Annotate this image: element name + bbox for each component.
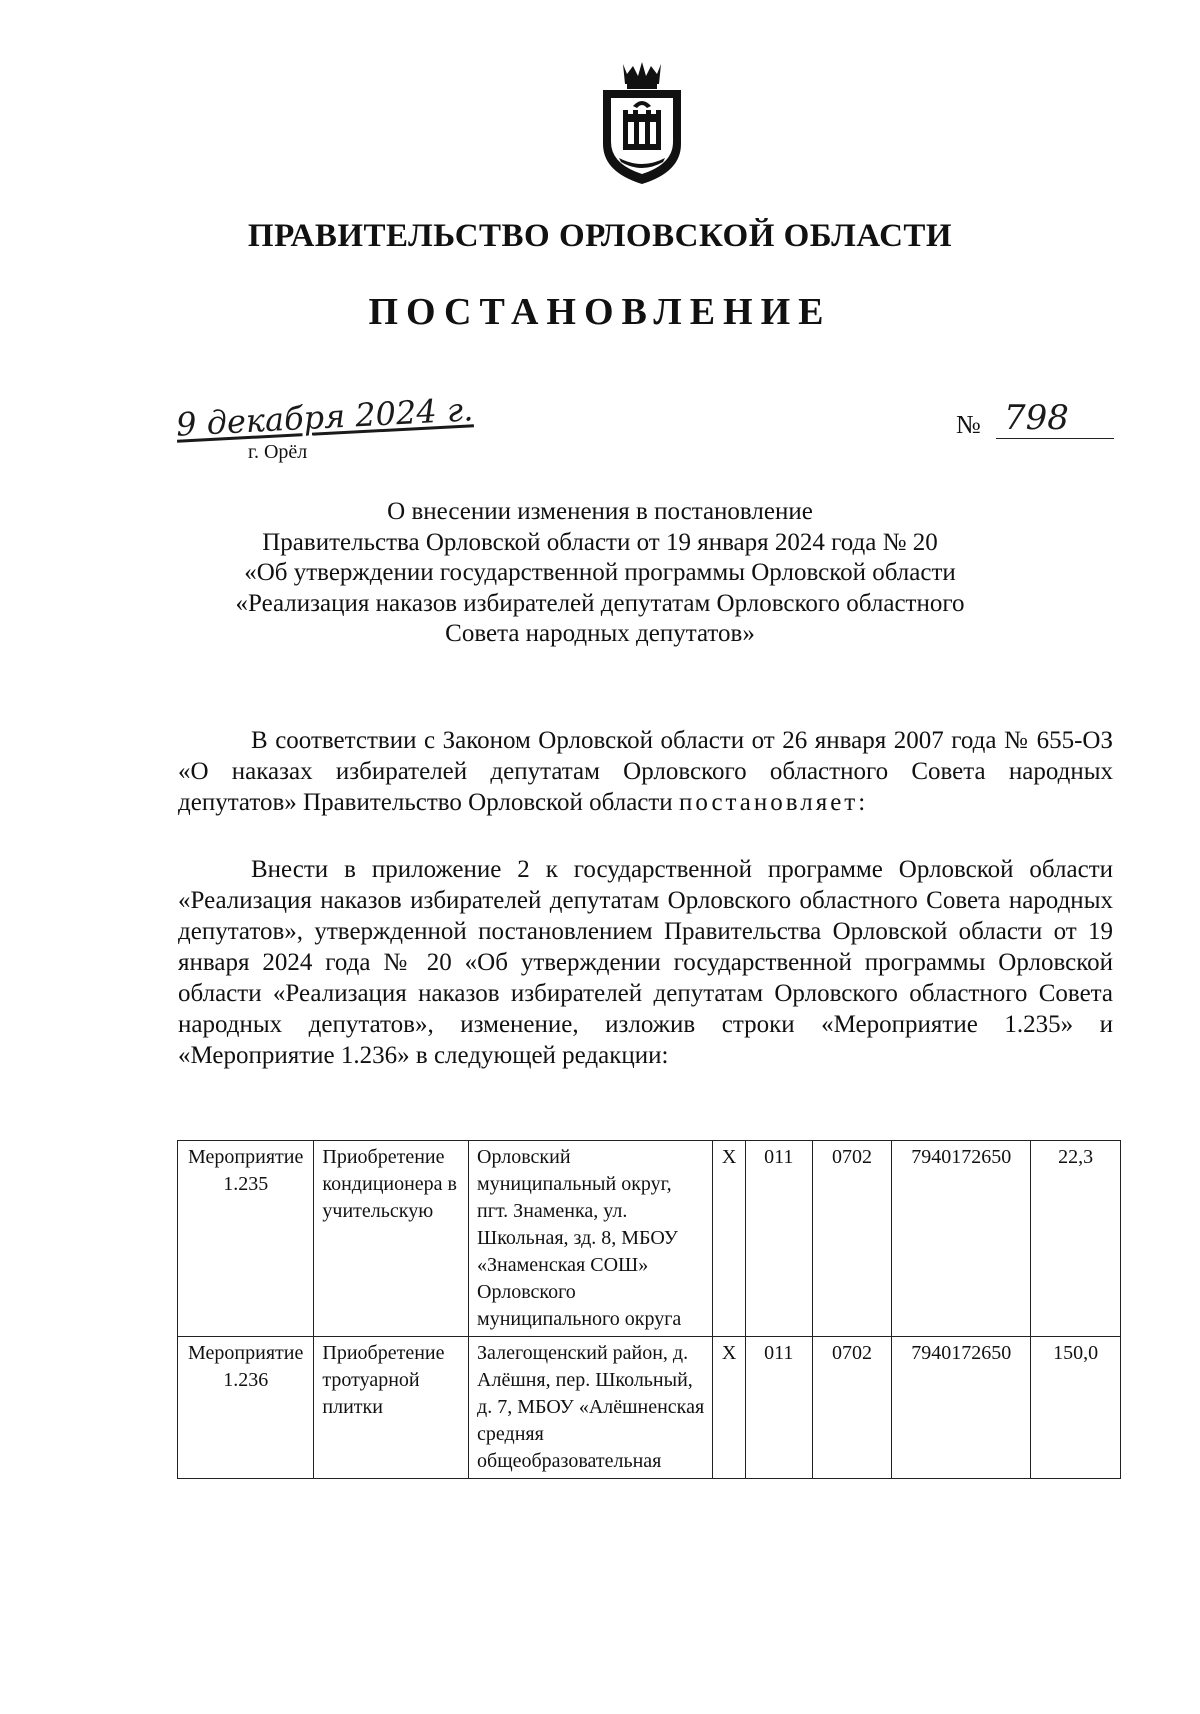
measure-location-cell: Орловский муниципальный округ, пгт. Знаменка, ул. Школьная, зд. 8, МБОУ «Знаменская СОШ» Орловского муниципального округа — [469, 1141, 713, 1337]
title-line: «Об утверждении государственной программы Орловской области — [244, 559, 956, 586]
measure-csr-cell: 7940172650 — [892, 1337, 1031, 1479]
measure-x-cell: Х — [713, 1337, 745, 1479]
table-row — [178, 1141, 1121, 1337]
title-line: Правительства Орловской области от 19 января 2024 года № 20 — [262, 528, 938, 556]
measure-section-cell: 0702 — [812, 1141, 891, 1337]
preamble-paragraph — [178, 725, 1113, 818]
measure-section-cell: 0702 — [812, 1337, 891, 1479]
title-line: О внесении изменения в постановление — [387, 498, 813, 525]
measure-csr-cell: 7940172650 — [892, 1141, 1031, 1337]
measure-name-cell: Приобретение кондиционера в учительскую — [314, 1141, 469, 1337]
measure-code-cell: Мероприятие 1.235 — [178, 1141, 314, 1337]
measure-grbs-cell: 011 — [745, 1141, 812, 1337]
measure-amount-cell: 150,0 — [1031, 1337, 1121, 1479]
measure-location-cell: Залегощенский район, д. Алёшня, пер. Школьный, д. 7, МБОУ «Алёшненская средняя общеобразовательная — [469, 1337, 713, 1479]
measure-x-cell: Х — [713, 1141, 745, 1337]
issuing-authority-heading: ПРАВИТЕЛЬСТВО ОРЛОВСКОЙ ОБЛАСТИ — [247, 218, 953, 254]
title-line: Совета народных депутатов» — [445, 620, 755, 647]
preamble-text: В соответствии с Законом Орловской области от 26 января 2007 года № 655-ОЗ «О наказах избирателей депутатам Орловского областного Совета народных депутатов» Правительство Орловской области — [178, 727, 1113, 816]
document-type-heading: ПОСТАНОВЛЕНИЕ — [368, 291, 832, 333]
resolves-word: постановляет: — [678, 789, 869, 816]
document-title — [0, 497, 1200, 650]
handwritten-date: 9 декабря 2024 г. — [175, 390, 475, 444]
measure-name-cell: Приобретение тротуарной плитки — [314, 1337, 469, 1479]
number-sign: № — [956, 410, 981, 439]
measure-code-cell: Мероприятие 1.236 — [178, 1337, 314, 1479]
measures-table — [177, 1140, 1121, 1479]
coat-of-arms-emblem-icon — [593, 60, 691, 188]
handwritten-document-number: 798 — [996, 398, 1114, 439]
city-label: г. Орёл — [248, 441, 308, 463]
table-row — [178, 1337, 1121, 1479]
amendment-paragraph: Внести в приложение 2 к государственной программе Орловской области «Реализация наказов избирателей депутатам Орловского областного Совета народных депутатов», утвержденной постановлением Правительства Орловской области от 19 января 2024 года № 20 «Об утверждении государственной программы Орловской области «Реализация наказов избирателей депутатам Орловского областного Совета народных депутатов», изменение, изложив строки «Мероприятие 1.235» и «Мероприятие 1.236» в следующей редакции: — [178, 856, 1113, 1069]
measure-grbs-cell: 011 — [745, 1337, 812, 1479]
title-line: «Реализация наказов избирателей депутатам Орловского областного — [235, 589, 965, 617]
measure-amount-cell: 22,3 — [1031, 1141, 1121, 1337]
